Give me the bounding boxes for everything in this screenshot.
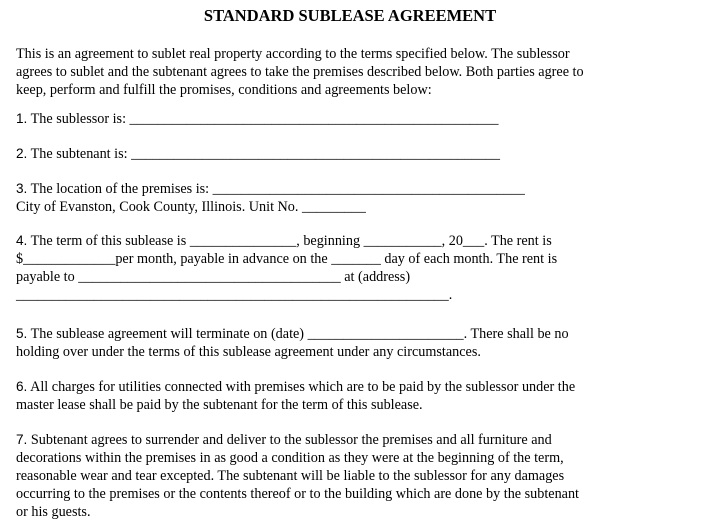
section-line: [16, 378, 696, 396]
section-line: reasonable wear and tear excepted. The subtenant will be liable to the sublessor for any damages: [16, 468, 565, 484]
intro-line: keep, perform and fulfill the promises, conditions and agreements below:: [16, 82, 432, 98]
section-text: The sublessor is: ____________________________________________________: [30, 111, 499, 127]
section-utilities: [16, 378, 696, 414]
section-line: City of Evanston, Cook County, Illinois. Unit No. _________: [16, 199, 366, 215]
section-line: $_____________per month, payable in advance on the _______ day of each month. The rent is: [16, 251, 558, 267]
section-line: payable to _____________________________________ at (address): [16, 269, 411, 285]
section-number: 4.: [16, 233, 28, 248]
section-line: occurring to the premises or the contents thereof or to the building which are done by the subtenant: [16, 486, 580, 502]
section-line: master lease shall be paid by the subtenant for the term of this sublease.: [16, 397, 423, 413]
section-text: The location of the premises is: ____________________________________________: [30, 181, 525, 197]
intro-paragraph: [16, 45, 696, 99]
section-text: The sublease agreement will terminate on (date) ______________________. There shall be no: [30, 326, 569, 342]
section-termination: [16, 325, 696, 361]
section-line: _____________________________________________________________.: [16, 287, 453, 303]
section-sublessor: [16, 110, 696, 128]
section-text: The term of this sublease is _______________, beginning ___________, 20___. The rent is: [30, 233, 552, 249]
section-text: The subtenant is: ____________________________________________________: [30, 146, 500, 162]
section-text: All charges for utilities connected with premises which are to be paid by the sublessor under the: [30, 379, 576, 395]
section-number: 5.: [16, 326, 28, 341]
section-text: Subtenant agrees to surrender and deliver to the sublessor the premises and all furniture and: [30, 432, 552, 448]
section-line: [16, 232, 696, 250]
document-title: STANDARD SUBLEASE AGREEMENT: [203, 6, 497, 25]
intro-line: agrees to sublet and the subtenant agrees to take the premises described below. Both parties agree to: [16, 64, 584, 80]
sublease-document: [16, 6, 696, 521]
section-line: holding over under the terms of this sublease agreement under any circumstances.: [16, 344, 481, 360]
section-line: [16, 180, 696, 198]
section-line: [16, 431, 696, 449]
section-number: 1.: [16, 111, 28, 126]
section-line: [16, 110, 696, 128]
section-line: [16, 325, 696, 343]
section-number: 2.: [16, 146, 28, 161]
section-surrender: [16, 431, 696, 521]
section-number: 3.: [16, 181, 28, 196]
section-number: 6.: [16, 379, 28, 394]
section-location: [16, 180, 696, 216]
section-line: [16, 145, 696, 163]
section-number: 7.: [16, 432, 28, 447]
section-term-rent: [16, 232, 696, 304]
section-line: or his guests.: [16, 504, 91, 520]
intro-line: This is an agreement to sublet real property according to the terms specified below. The sublessor: [16, 46, 570, 62]
section-line: decorations within the premises in as good a condition as they were at the beginning of the term,: [16, 450, 564, 466]
section-subtenant: [16, 145, 696, 163]
